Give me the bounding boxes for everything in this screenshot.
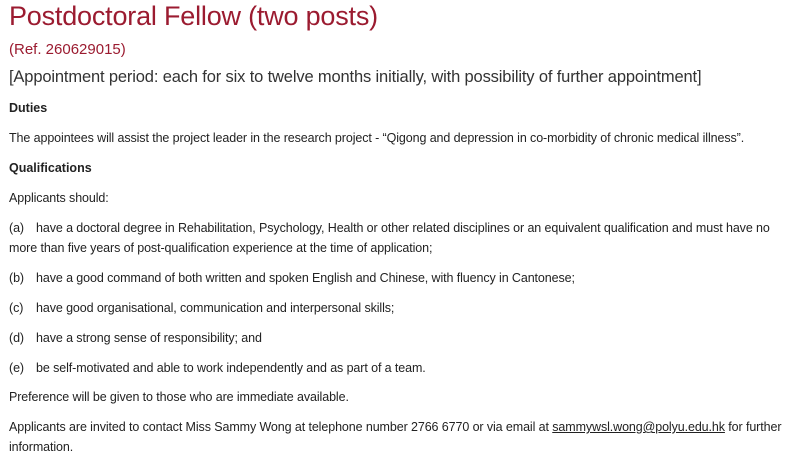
duties-text: The appointees will assist the project leader in the research project - “Qigong and depression in co-morbidity of chronic medical illness”. [9,131,745,145]
qualification-marker: (a) [9,221,24,235]
contact-text [9,417,800,457]
qualification-text: be self-motivated and able to work independently and as part of a team. [36,361,426,375]
qualification-marker: (d) [9,331,24,345]
duties-heading: Duties [9,101,48,115]
qualification-item-c [9,298,800,318]
qualification-item-d [9,328,800,348]
appointment-period: [Appointment period: each for six to twelve months initially, with possibility of further appointment] [9,68,702,86]
qualification-item-b [9,268,800,288]
qualification-item-a [9,218,800,258]
qualification-marker: (b) [9,271,24,285]
email-link[interactable]: sammywsl.wong@polyu.edu.hk [552,420,725,434]
qualifications-intro: Applicants should: [9,191,109,205]
preference-text: Preference will be given to those who are immediate available. [9,390,349,404]
page-title: Postdoctoral Fellow (two posts) [9,1,378,31]
qualification-marker: (e) [9,361,24,375]
contact-text-after: for further information. [9,420,782,454]
qualification-text: have a good command of both written and spoken English and Chinese, with fluency in Cantonese; [36,271,575,285]
qualification-item-e [9,358,800,378]
qualification-marker: (c) [9,301,24,315]
reference-number: (Ref. 260629015) [9,41,126,58]
qualifications-heading: Qualifications [9,161,92,175]
qualification-text: have a doctoral degree in Rehabilitation, Psychology, Health or other related disciplines or an equivalent qualification and must have no more than five years of post-qualification experience at the time of application; [9,221,770,255]
qualification-text: have good organisational, communication and interpersonal skills; [36,301,395,315]
qualification-text: have a strong sense of responsibility; and [36,331,262,345]
contact-text-before: Applicants are invited to contact Miss Sammy Wong at telephone number 2766 6770 or via email at [9,420,553,434]
